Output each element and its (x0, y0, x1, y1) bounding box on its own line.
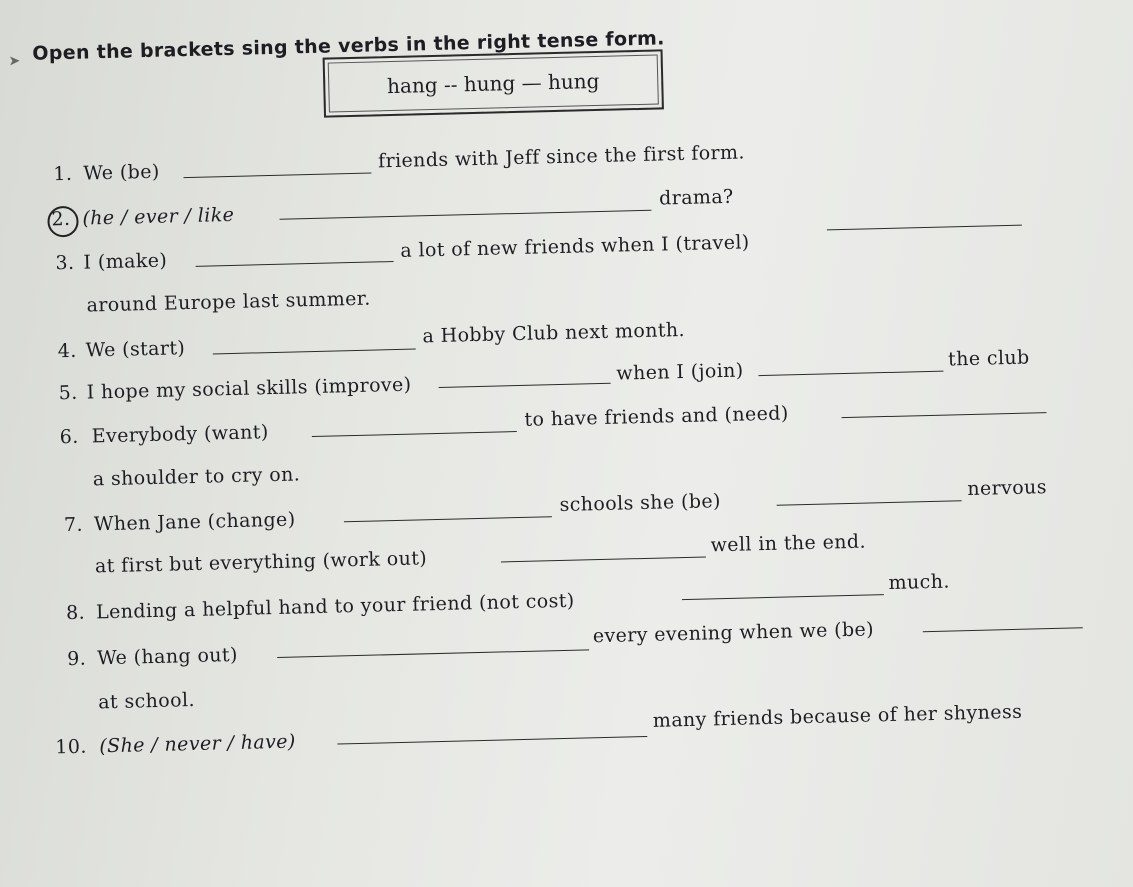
item-6-blank-2[interactable] (842, 412, 1047, 418)
item-1-blank[interactable] (183, 173, 371, 179)
item-3-number: 3. (55, 251, 75, 275)
item-2-number: 2. (51, 207, 71, 231)
item-2-prompt: (he / ever / like (82, 203, 235, 230)
item-4-continuation: a Hobby Club next month. (422, 318, 686, 348)
item-1-prompt: We (be) (83, 160, 160, 185)
item-7-prompt: When Jane (change) (93, 508, 296, 536)
item-7-line-2-end: well in the end. (710, 530, 867, 557)
item-3-blank-1[interactable] (196, 261, 394, 267)
item-8-continuation: much. (888, 570, 951, 595)
item-10-continuation: many friends because of her shyness (652, 700, 1023, 732)
item-5-continuation: when I (join) (616, 359, 744, 385)
item-3-blank-2[interactable] (827, 225, 1022, 231)
item-6-continuation: to have friends and (need) (524, 402, 789, 431)
item-5-prompt: I hope my social skills (improve) (86, 373, 412, 404)
item-1-number: 1. (53, 162, 73, 186)
item-7-blank-1[interactable] (344, 516, 552, 522)
item-9-prompt: We (hang out) (96, 643, 239, 670)
item-9-number: 9. (66, 647, 87, 671)
item-2-blank[interactable] (280, 210, 652, 220)
item-7-blank-2[interactable] (777, 500, 962, 506)
item-3-continuation: a lot of new friends when I (travel) (400, 231, 750, 262)
item-8-blank[interactable] (682, 594, 884, 600)
item-10-number: 10. (55, 735, 88, 759)
item-2-continuation: drama? (658, 185, 734, 210)
verb-forms-box (323, 49, 664, 117)
exercise-instruction: Open the brackets sing the verbs in the right tense form. (32, 27, 665, 65)
item-6-blank-1[interactable] (312, 431, 517, 437)
item-8-number: 8. (65, 601, 86, 625)
item-7-blank-3[interactable] (501, 556, 706, 562)
item-4-prompt: We (start) (85, 337, 186, 362)
item-7-continuation: schools she (be) (559, 490, 722, 517)
item-10-blank[interactable] (337, 736, 647, 745)
item-7-ending: nervous (967, 476, 1048, 501)
item-9-blank-2[interactable] (923, 627, 1083, 632)
item-7-number: 7. (63, 513, 84, 537)
item-5-number: 5. (58, 381, 78, 405)
item-6-line-2: a shoulder to cry on. (92, 463, 301, 491)
item-8-prompt: Lending a helpful hand to your friend (not cost) (95, 589, 575, 624)
item-9-continuation: every evening when we (be) (592, 618, 875, 648)
item-7-line-2: at first but everything (work out) (94, 547, 428, 578)
verb-forms-text: hang -- hung — hung (386, 68, 600, 99)
item-9-blank-1[interactable] (277, 649, 589, 658)
item-5-ending: the club (947, 346, 1030, 371)
item-5-blank-1[interactable] (439, 383, 611, 388)
arrow-bullet-icon: ➤ (8, 53, 21, 70)
item-1-continuation: friends with Jeff since the first form. (377, 141, 746, 173)
item-4-blank[interactable] (213, 348, 416, 354)
item-10-prompt: (She / never / have) (99, 730, 296, 758)
item-6-prompt: Everybody (want) (91, 421, 269, 448)
item-4-number: 4. (57, 339, 77, 363)
item-3-line-2: around Europe last summer. (86, 287, 371, 317)
item-9-line-2: at school. (98, 689, 196, 714)
item-3-prompt: I (make) (83, 249, 168, 274)
item-5-blank-2[interactable] (758, 371, 943, 377)
item-6-number: 6. (59, 425, 79, 449)
